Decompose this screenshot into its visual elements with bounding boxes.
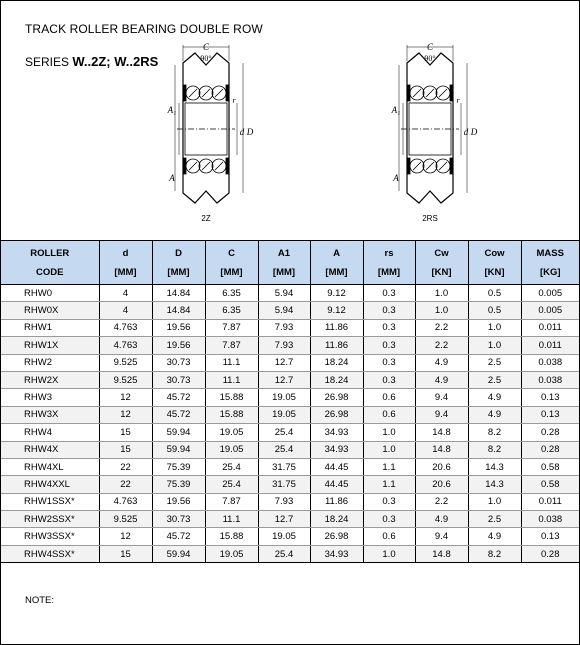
table-cell: 9.4	[415, 389, 468, 406]
table-cell: 19.05	[258, 406, 310, 423]
bearing-drawing-svg	[163, 41, 273, 226]
table-cell: 19.56	[152, 493, 205, 510]
table-cell: 0.3	[363, 285, 415, 302]
table-cell: 8.2	[468, 545, 521, 562]
table-cell: 11.86	[310, 493, 363, 510]
table-cell: 1.0	[363, 441, 415, 458]
table-cell: 5.94	[258, 302, 310, 319]
column-unit-9: [KG]	[521, 263, 579, 285]
table-cell: 7.87	[205, 319, 258, 336]
dim-label-d-outer: D	[470, 127, 478, 137]
table-cell: 15	[99, 545, 152, 562]
table-cell: 4.9	[468, 406, 521, 423]
table-cell: 0.58	[521, 458, 579, 475]
table-cell: 4	[99, 302, 152, 319]
drawing-caption: 2RS	[422, 214, 438, 223]
table-cell: 0.3	[363, 337, 415, 354]
table-cell: 2.5	[468, 354, 521, 371]
column-unit-2: [MM]	[152, 263, 205, 285]
table-cell: 12	[99, 406, 152, 423]
table-row	[1, 319, 579, 336]
table-cell: 0.5	[468, 302, 521, 319]
table-cell: 14.84	[152, 302, 205, 319]
table-row	[1, 285, 579, 302]
dim-label-angle: 90°	[200, 54, 212, 63]
table-cell: 4.763	[99, 337, 152, 354]
table-cell: RHW4X	[1, 441, 99, 458]
table-cell: 0.038	[521, 371, 579, 388]
table-cell: 9.12	[310, 302, 363, 319]
table-cell: 34.93	[310, 545, 363, 562]
table-cell: 0.011	[521, 337, 579, 354]
table-cell: 0.3	[363, 319, 415, 336]
table-cell: 7.93	[258, 493, 310, 510]
table-cell: 30.73	[152, 511, 205, 528]
table-cell: 4.9	[415, 354, 468, 371]
drawing-caption: 2Z	[201, 214, 211, 223]
table-cell: 19.05	[258, 389, 310, 406]
table-cell: 2.2	[415, 319, 468, 336]
table-cell: RHW1	[1, 319, 99, 336]
table-cell: 45.72	[152, 528, 205, 545]
header-row-units	[1, 263, 579, 285]
table-cell: RHW4	[1, 424, 99, 441]
table-cell: 0.005	[521, 285, 579, 302]
table-cell: 0.28	[521, 424, 579, 441]
table-cell: 11.1	[205, 371, 258, 388]
drawing-2rs	[387, 41, 497, 226]
table-cell: 2.2	[415, 337, 468, 354]
column-header-8: Cow	[468, 241, 521, 263]
table-cell: 44.45	[310, 476, 363, 493]
dim-label-c: C	[426, 42, 434, 52]
table-cell: 1.0	[415, 285, 468, 302]
table-cell: 9.12	[310, 285, 363, 302]
table-cell: 59.94	[152, 441, 205, 458]
table-row	[1, 389, 579, 406]
table-body	[1, 285, 579, 563]
table-cell: 18.24	[310, 511, 363, 528]
table-cell: 14.8	[415, 545, 468, 562]
table-cell: RHW1SSX*	[1, 493, 99, 510]
table-cell: 0.13	[521, 528, 579, 545]
bearing-drawing-svg	[387, 41, 497, 226]
table-cell: 15.88	[205, 389, 258, 406]
drawing-2z	[163, 41, 273, 226]
table-cell: 2.5	[468, 511, 521, 528]
table-cell: 20.6	[415, 476, 468, 493]
table-cell: 7.93	[258, 319, 310, 336]
table-cell: RHW4XL	[1, 458, 99, 475]
header-row-names	[1, 241, 579, 263]
table-cell: 45.72	[152, 406, 205, 423]
note-label: NOTE:	[25, 595, 55, 606]
table-cell: 26.98	[310, 406, 363, 423]
table-row	[1, 511, 579, 528]
table-cell: 25.4	[258, 424, 310, 441]
table-cell: 7.93	[258, 337, 310, 354]
table-cell: 5.94	[258, 285, 310, 302]
table-cell: 15	[99, 424, 152, 441]
table-row	[1, 337, 579, 354]
table-cell: RHW3	[1, 389, 99, 406]
table-cell: 0.3	[363, 354, 415, 371]
column-unit-0: CODE	[1, 263, 99, 285]
table-cell: 12	[99, 528, 152, 545]
table-cell: 14.8	[415, 424, 468, 441]
table-cell: 45.72	[152, 389, 205, 406]
table-cell: 59.94	[152, 545, 205, 562]
series-codes: W..2Z; W..2RS	[72, 54, 159, 69]
column-unit-4: [MM]	[258, 263, 310, 285]
table-cell: 75.39	[152, 476, 205, 493]
table-cell: 7.87	[205, 337, 258, 354]
table-row	[1, 493, 579, 510]
table-cell: 20.6	[415, 458, 468, 475]
table-row	[1, 424, 579, 441]
table-cell: 26.98	[310, 389, 363, 406]
table-cell: 19.05	[205, 441, 258, 458]
table-cell: 1.1	[363, 458, 415, 475]
table-cell: 14.84	[152, 285, 205, 302]
table-row	[1, 371, 579, 388]
table-cell: 19.56	[152, 319, 205, 336]
column-header-6: rs	[363, 241, 415, 263]
table-cell: 11.1	[205, 354, 258, 371]
table-row	[1, 354, 579, 371]
table-cell: 0.13	[521, 406, 579, 423]
table-cell: 1.1	[363, 476, 415, 493]
column-unit-3: [MM]	[205, 263, 258, 285]
table-cell: 9.525	[99, 511, 152, 528]
table-cell: 1.0	[468, 493, 521, 510]
table-cell: 4	[99, 285, 152, 302]
table-cell: 4.763	[99, 319, 152, 336]
table-cell: 14.3	[468, 476, 521, 493]
table-cell: 25.4	[205, 476, 258, 493]
table-cell: 11.1	[205, 511, 258, 528]
table-row	[1, 458, 579, 475]
table-cell: 18.24	[310, 371, 363, 388]
table-cell: 26.98	[310, 528, 363, 545]
table-cell: 0.038	[521, 511, 579, 528]
table-cell: 59.94	[152, 424, 205, 441]
table-row	[1, 302, 579, 319]
table-cell: 15.88	[205, 406, 258, 423]
table-cell: 19.05	[205, 545, 258, 562]
table-cell: 9.525	[99, 371, 152, 388]
table-cell: 14.3	[468, 458, 521, 475]
table-cell: 15.88	[205, 528, 258, 545]
dim-label-r: r	[232, 96, 236, 105]
table-cell: 9.525	[99, 354, 152, 371]
table-cell: 4.9	[415, 371, 468, 388]
table-cell: 0.58	[521, 476, 579, 493]
spec-table	[1, 241, 579, 563]
table-cell: 34.93	[310, 424, 363, 441]
dim-label-a1: A₁	[167, 105, 177, 115]
column-header-5: A	[310, 241, 363, 263]
table-cell: 25.4	[205, 458, 258, 475]
column-unit-1: [MM]	[99, 263, 152, 285]
table-cell: RHW2X	[1, 371, 99, 388]
table-cell: 4.9	[468, 389, 521, 406]
table-cell: 0.6	[363, 406, 415, 423]
table-cell: 1.0	[363, 545, 415, 562]
column-header-0: ROLLER	[1, 241, 99, 263]
column-unit-7: [KN]	[415, 263, 468, 285]
table-cell: RHW3SSX*	[1, 528, 99, 545]
table-cell: RHW2SSX*	[1, 511, 99, 528]
column-header-9: MASS	[521, 241, 579, 263]
column-unit-6: [MM]	[363, 263, 415, 285]
column-unit-8: [KN]	[468, 263, 521, 285]
table-cell: RHW0X	[1, 302, 99, 319]
table-cell: 0.5	[468, 285, 521, 302]
table-cell: 1.0	[468, 319, 521, 336]
table-cell: 19.56	[152, 337, 205, 354]
table-cell: RHW4SSX*	[1, 545, 99, 562]
table-cell: 0.011	[521, 319, 579, 336]
dim-label-a: A	[169, 173, 175, 183]
table-cell: 0.28	[521, 545, 579, 562]
table-cell: RHW1X	[1, 337, 99, 354]
table-cell: RHW2	[1, 354, 99, 371]
table-cell: 25.4	[258, 441, 310, 458]
table-cell: 31.75	[258, 458, 310, 475]
table-cell: 19.05	[205, 424, 258, 441]
table-cell: 12	[99, 389, 152, 406]
table-cell: 15	[99, 441, 152, 458]
table-cell: 0.038	[521, 354, 579, 371]
column-header-3: C	[205, 241, 258, 263]
table-cell: 8.2	[468, 424, 521, 441]
table-cell: 6.35	[205, 302, 258, 319]
header-section	[1, 1, 579, 241]
table-cell: 6.35	[205, 285, 258, 302]
table-cell: 11.86	[310, 319, 363, 336]
table-row	[1, 528, 579, 545]
table-cell: 12.7	[258, 511, 310, 528]
table-cell: 9.4	[415, 528, 468, 545]
column-header-4: A1	[258, 241, 310, 263]
table-cell: 2.2	[415, 493, 468, 510]
table-cell: 44.45	[310, 458, 363, 475]
table-cell: RHW0	[1, 285, 99, 302]
table-row	[1, 476, 579, 493]
table-cell: 75.39	[152, 458, 205, 475]
table-cell: RHW4XXL	[1, 476, 99, 493]
table-cell: 0.011	[521, 493, 579, 510]
table-cell: 0.3	[363, 371, 415, 388]
table-cell: 25.4	[258, 545, 310, 562]
table-cell: 30.73	[152, 371, 205, 388]
series-prefix: SERIES	[25, 55, 73, 69]
column-header-1: d	[99, 241, 152, 263]
series-line	[25, 54, 158, 69]
table-cell: 31.75	[258, 476, 310, 493]
table-cell: 1.0	[415, 302, 468, 319]
table-cell: 4.763	[99, 493, 152, 510]
document-title: TRACK ROLLER BEARING DOUBLE ROW	[25, 22, 263, 36]
table-cell: 0.3	[363, 511, 415, 528]
table-cell: 0.3	[363, 493, 415, 510]
table-cell: 7.87	[205, 493, 258, 510]
table-cell: 0.6	[363, 528, 415, 545]
table-cell: 0.13	[521, 389, 579, 406]
dim-label-angle: 90°	[424, 54, 436, 63]
table-cell: 22	[99, 476, 152, 493]
table-cell: 8.2	[468, 441, 521, 458]
table-cell: 34.93	[310, 441, 363, 458]
dim-label-a: A	[393, 173, 399, 183]
table-cell: 0.005	[521, 302, 579, 319]
dim-label-d-bore: d	[239, 127, 245, 137]
table-cell: 12.7	[258, 371, 310, 388]
dim-label-a1: A₁	[391, 105, 401, 115]
table-cell: RHW3X	[1, 406, 99, 423]
dim-label-c: C	[202, 42, 210, 52]
table-row	[1, 545, 579, 562]
table-cell: 4.9	[415, 511, 468, 528]
table-cell: 1.0	[468, 337, 521, 354]
table-cell: 22	[99, 458, 152, 475]
table-cell: 4.9	[468, 528, 521, 545]
column-header-2: D	[152, 241, 205, 263]
table-cell: 30.73	[152, 354, 205, 371]
table-cell: 0.28	[521, 441, 579, 458]
table-row	[1, 441, 579, 458]
dim-label-d-bore: d	[463, 127, 469, 137]
dim-label-d-outer: D	[246, 127, 254, 137]
table-cell: 14.8	[415, 441, 468, 458]
table-cell: 18.24	[310, 354, 363, 371]
table-row	[1, 406, 579, 423]
column-header-7: Cw	[415, 241, 468, 263]
table-cell: 0.3	[363, 302, 415, 319]
table-cell: 9.4	[415, 406, 468, 423]
column-unit-5: [MM]	[310, 263, 363, 285]
dim-label-r: r	[456, 96, 460, 105]
table-cell: 2.5	[468, 371, 521, 388]
table-cell: 12.7	[258, 354, 310, 371]
table-cell: 0.6	[363, 389, 415, 406]
table-cell: 11.86	[310, 337, 363, 354]
table-cell: 19.05	[258, 528, 310, 545]
table-cell: 1.0	[363, 424, 415, 441]
